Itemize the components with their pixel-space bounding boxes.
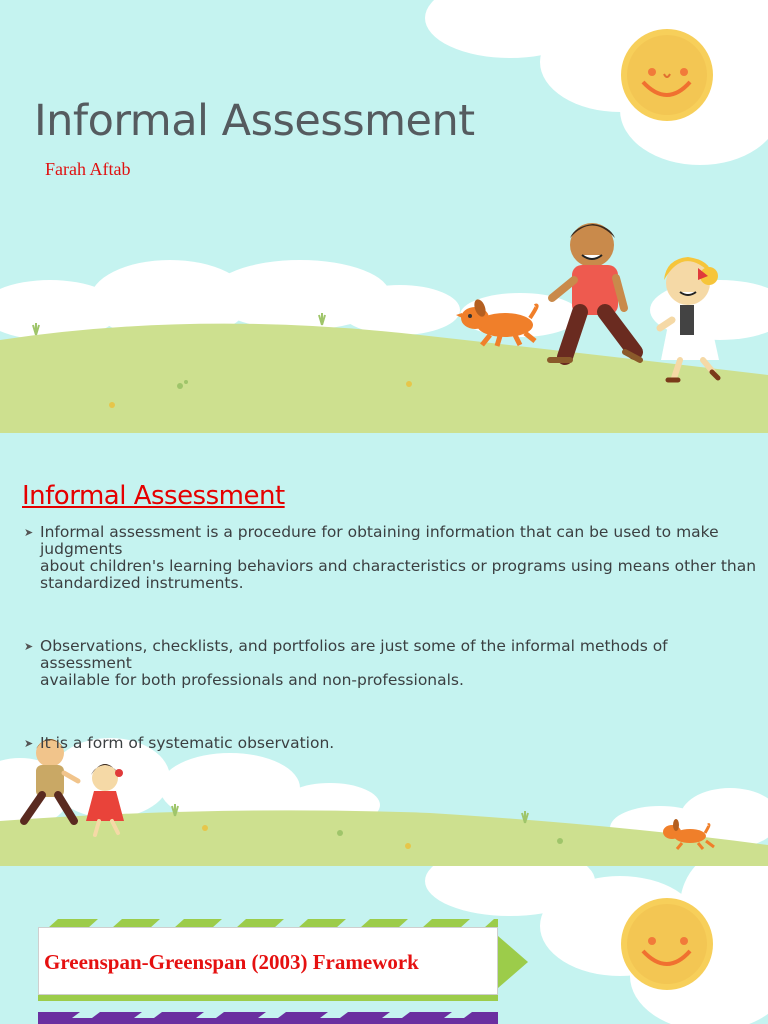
bullet-item <box>24 735 764 752</box>
framework-slide <box>0 866 768 1024</box>
bullet-list <box>24 524 764 752</box>
bullet-item <box>24 524 764 592</box>
sun-icon <box>621 29 713 121</box>
bullet-text-line: about children's learning behaviors and characteristics or programs using means other than <box>40 557 757 575</box>
sun-icon <box>621 898 713 990</box>
arrowhead-icon: ➤ <box>24 526 34 539</box>
grass-hill <box>0 324 768 433</box>
bullet-text-line: Observations, checklists, and portfolios are just some of the informal methods of assessment <box>40 637 668 672</box>
boy-illustration <box>550 223 640 360</box>
bullet-text-line: standardized instruments. <box>40 574 244 592</box>
bullet-text-line: available for both professionals and non-professionals. <box>40 671 464 689</box>
content-slide <box>0 433 768 866</box>
presentation-title: Informal Assessment <box>34 96 475 146</box>
cloud-top-right <box>425 0 768 165</box>
title-slide <box>0 0 768 433</box>
arrowhead-icon: ➤ <box>24 737 34 750</box>
bullet-text-line: Informal assessment is a procedure for obtaining information that can be used to make judgments <box>40 523 719 558</box>
bullet-text-line: It is a form of systematic observation. <box>40 734 335 752</box>
author-name: Farah Aftab <box>45 159 131 179</box>
bullet-item <box>24 638 764 689</box>
title-slide-background <box>0 0 768 433</box>
framework-label: Greenspan-Greenspan (2003) Framework <box>44 950 419 974</box>
slide-heading: Informal Assessment <box>22 481 285 511</box>
purple-chevron-arrow <box>38 1012 498 1024</box>
arrowhead-icon: ➤ <box>24 640 34 653</box>
